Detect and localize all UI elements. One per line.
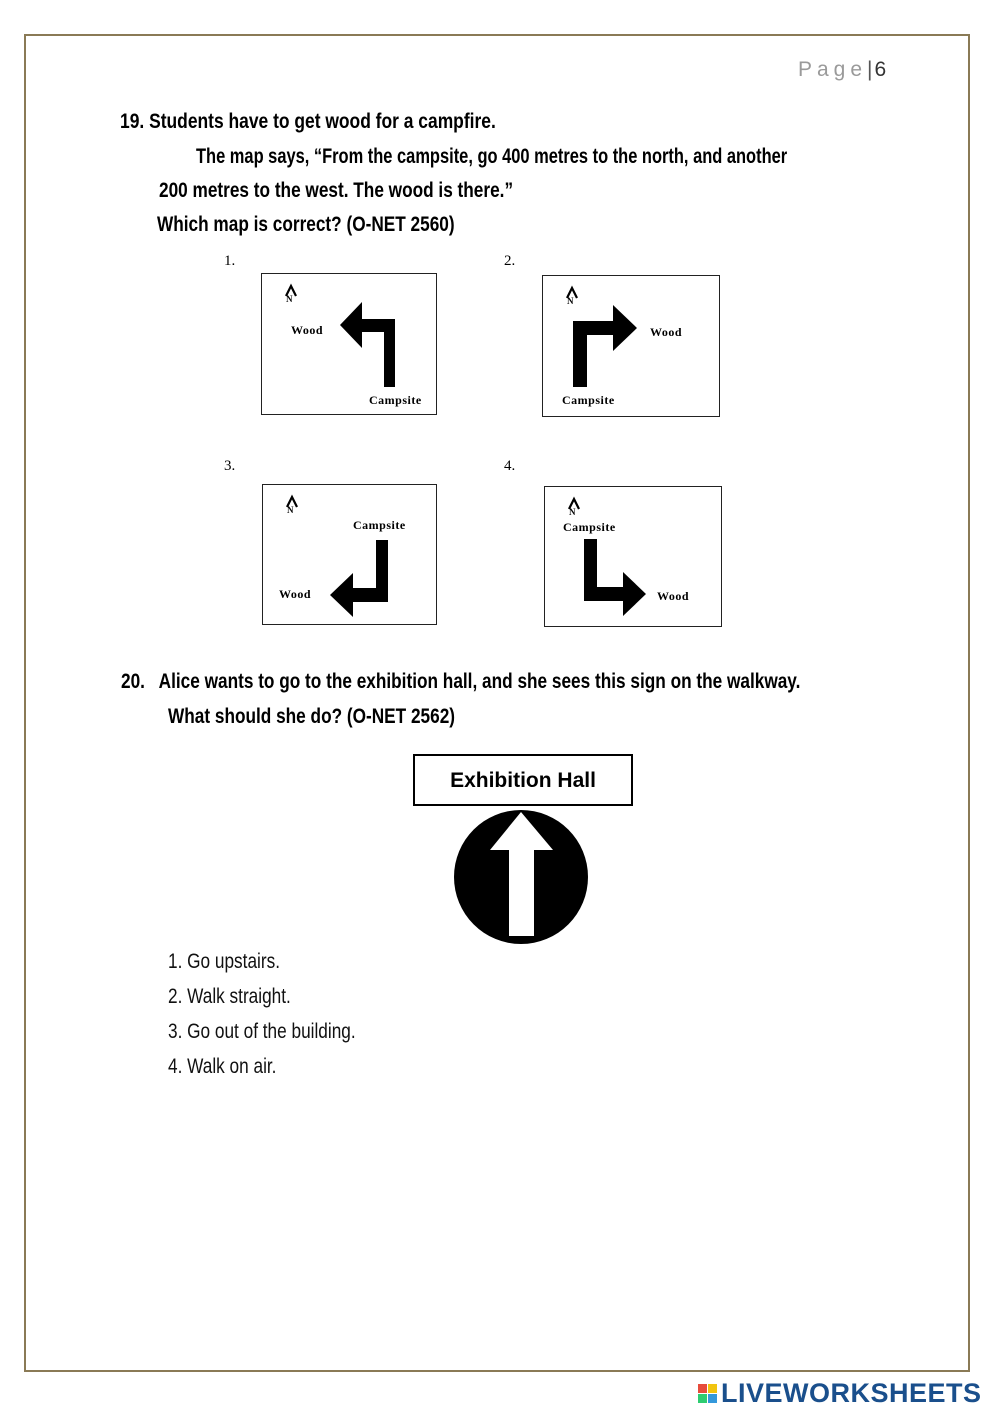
campsite-label: Campsite [369, 393, 422, 407]
logo-grid-icon [698, 1384, 717, 1403]
arrow-south-then-west-icon [330, 540, 388, 617]
page-number [798, 58, 886, 82]
arrow-north-then-east-icon [573, 305, 637, 387]
north-label: N [569, 507, 576, 517]
straight-arrow-sign-icon [452, 808, 590, 946]
liveworksheets-brand: LIVEWORKSHEETS [721, 1377, 982, 1408]
campsite-label: Campsite [563, 520, 616, 534]
q19-option-1-label: 1. [224, 253, 236, 269]
north-label: N [286, 294, 293, 304]
north-label: N [567, 296, 574, 306]
wood-label: Wood [279, 587, 312, 601]
q20-answer-4[interactable]: 4. Walk on air. [168, 1055, 277, 1078]
map-option-1[interactable] [261, 273, 437, 415]
q19-option-2-label: 2. [504, 253, 516, 269]
campsite-label: Campsite [353, 518, 406, 532]
q20-answer-list [168, 944, 356, 1084]
q20-answer-2[interactable]: 2. Walk straight. [168, 985, 291, 1008]
wood-label: Wood [657, 589, 690, 603]
q19-line2: The map says, “From the campsite, go 400 metres to the north, and another [196, 145, 788, 168]
campsite-label: Campsite [562, 393, 615, 407]
map-option-4[interactable] [544, 486, 722, 627]
q19-number: 19. [120, 110, 145, 133]
q19-option-3-label: 3. [224, 458, 236, 474]
q20-line1 [121, 665, 800, 699]
wood-label: Wood [291, 323, 324, 337]
q20-number: 20. [121, 670, 145, 693]
page-number-value: 6 [874, 58, 887, 81]
q20-text1: Alice wants to go to the exhibition hall, and she sees this sign on the walkway. [158, 670, 801, 693]
arrow-south-then-east-icon [584, 539, 646, 616]
q19-line4: Which map is correct? (O-NET 2560) [157, 213, 455, 236]
q19-option-4-label: 4. [504, 458, 516, 474]
q20-answer-3[interactable]: 3. Go out of the building. [168, 1020, 356, 1043]
arrow-north-then-west-icon [340, 302, 395, 387]
map-option-3[interactable] [262, 484, 437, 625]
q19-text1: Students have to get wood for a campfire. [149, 110, 496, 133]
liveworksheets-logo [698, 1378, 982, 1408]
wood-label: Wood [650, 325, 683, 339]
q20-answer-1[interactable]: 1. Go upstairs. [168, 950, 280, 973]
page-separator: | [867, 58, 875, 81]
map-option-2[interactable] [542, 275, 720, 417]
q19-line1 [120, 105, 496, 139]
north-label: N [287, 505, 294, 515]
exhibition-hall-sign: Exhibition Hall [413, 754, 633, 806]
page-word: Page [798, 58, 868, 81]
q19-line3: 200 metres to the west. The wood is there.” [159, 179, 514, 202]
q20-line2: What should she do? (O-NET 2562) [168, 705, 456, 728]
